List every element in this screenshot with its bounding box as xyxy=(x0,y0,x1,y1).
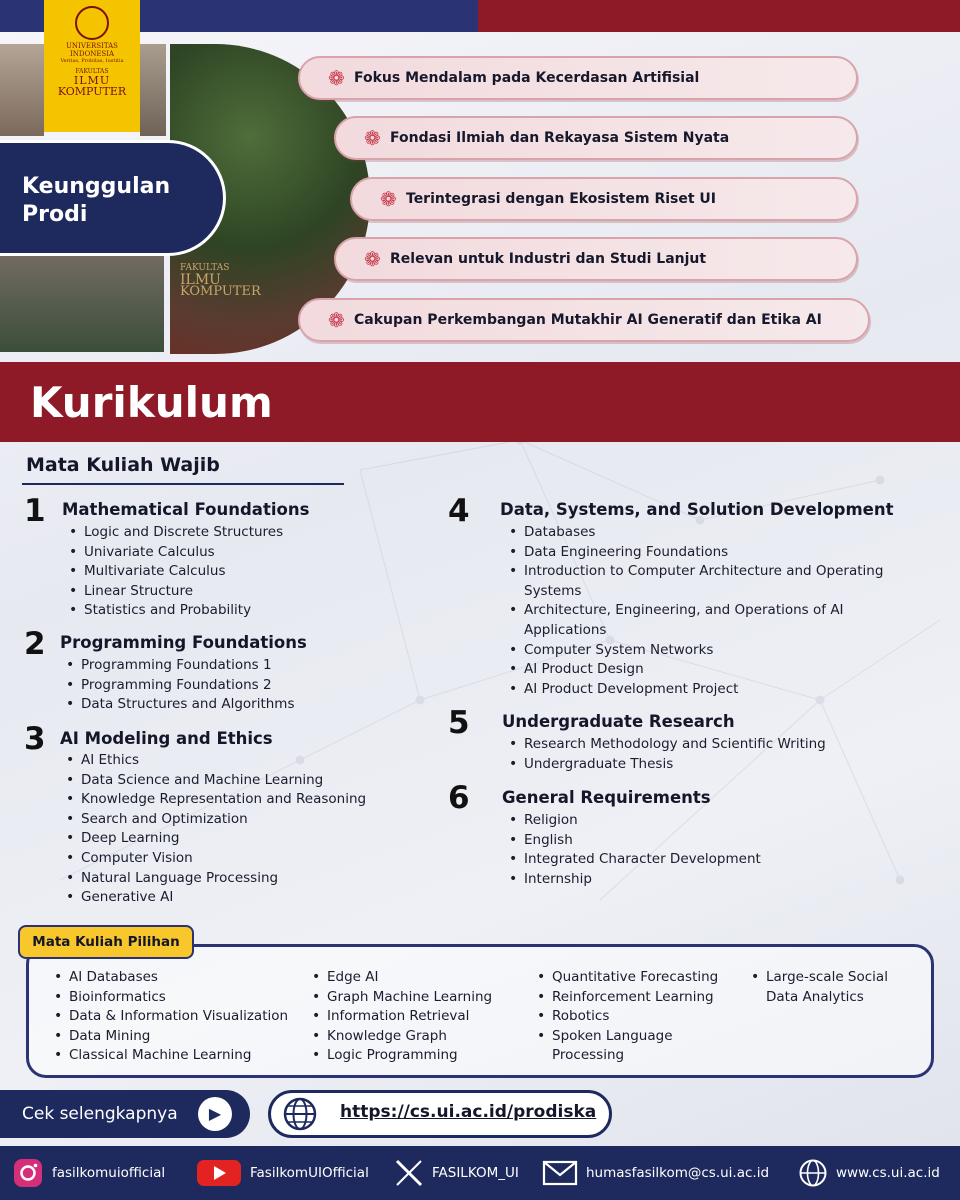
course-item: • Natural Language Processing xyxy=(64,869,404,889)
elective-item: • Information Retrieval xyxy=(310,1007,536,1027)
keunggulan-item-label: Cakupan Perkembangan Mutakhir AI Generatif dan Etika AI xyxy=(354,312,822,328)
course-item: • Data Structures and Algorithms xyxy=(64,695,394,715)
course-item: • Research Methodology and Scientific Writing xyxy=(507,735,917,755)
course-list xyxy=(67,523,397,621)
group-title: AI Modeling and Ethics xyxy=(60,729,273,748)
course-item: • Introduction to Computer Architecture and Operating Systems xyxy=(507,562,917,601)
course-item: • Search and Optimization xyxy=(64,810,404,830)
building-sign xyxy=(180,262,261,298)
prodi-link[interactable]: https://cs.ui.ac.id/prodiska xyxy=(340,1102,597,1122)
website-link[interactable] xyxy=(798,1158,940,1188)
campus-building-photo xyxy=(0,256,164,352)
elective-item: • Data Mining xyxy=(52,1027,308,1047)
cek-selengkapnya-label: Cek selengkapnya xyxy=(22,1104,178,1124)
keunggulan-item xyxy=(298,298,870,342)
youtube-icon xyxy=(196,1157,242,1189)
course-item: • Integrated Character Development xyxy=(507,850,917,870)
course-list xyxy=(507,811,917,889)
keunggulan-title-box xyxy=(0,140,226,256)
top-bar-maroon xyxy=(478,0,960,32)
building-sign-line: ILMU xyxy=(180,272,221,288)
arrow-right-icon[interactable]: ▶ xyxy=(198,1097,232,1131)
asterisk-flower-icon: ❁ xyxy=(328,308,345,332)
group-title: General Requirements xyxy=(502,788,711,807)
course-item: • Deep Learning xyxy=(64,829,404,849)
elective-item: • Bioinformatics xyxy=(52,988,308,1008)
makara-seal-icon xyxy=(75,6,109,40)
course-item: • Linear Structure xyxy=(67,582,397,602)
elective-item: • Knowledge Graph xyxy=(310,1027,536,1047)
course-item: • Computer System Networks xyxy=(507,641,917,661)
group-title: Data, Systems, and Solution Development xyxy=(500,500,894,519)
elective-column xyxy=(52,968,308,1066)
instagram-icon xyxy=(12,1157,44,1189)
elective-column xyxy=(749,968,919,1007)
group-number: 3 xyxy=(24,721,46,757)
logo-university: UNIVERSITAS INDONESIA xyxy=(66,42,118,58)
logo-motto: Veritas, Probitas, Iustitia xyxy=(60,58,124,64)
course-item: • Databases xyxy=(507,523,917,543)
course-item: • Statistics and Probability xyxy=(67,601,397,621)
logo-faculty-line1: ILMU xyxy=(73,74,111,87)
ui-fasilkom-logo xyxy=(44,0,140,132)
course-item: • Multivariate Calculus xyxy=(67,562,397,582)
elective-column xyxy=(310,968,536,1066)
group-number: 5 xyxy=(448,705,470,741)
keunggulan-item-label: Fokus Mendalam pada Kecerdasan Artifisial xyxy=(354,70,700,86)
elective-item: • AI Databases xyxy=(52,968,308,988)
group-title: Programming Foundations xyxy=(60,633,307,652)
keunggulan-item xyxy=(298,56,858,100)
course-list xyxy=(507,735,917,774)
course-item: • Logic and Discrete Structures xyxy=(67,523,397,543)
course-item: • Internship xyxy=(507,870,917,890)
x-handle: FASILKOM_UI xyxy=(432,1165,519,1181)
course-item: • Data Science and Machine Learning xyxy=(64,771,404,791)
heading-underline xyxy=(22,483,344,485)
kurikulum-title: Kurikulum xyxy=(30,378,273,427)
elective-item: • Quantitative Forecasting xyxy=(535,968,735,988)
course-list xyxy=(64,751,404,908)
course-item: • Data Engineering Foundations xyxy=(507,543,917,563)
asterisk-flower-icon: ❁ xyxy=(328,66,345,90)
course-item: • Undergraduate Thesis xyxy=(507,755,917,775)
keunggulan-item-label: Relevan untuk Industri dan Studi Lanjut xyxy=(390,251,707,267)
mata-kuliah-wajib-heading: Mata Kuliah Wajib xyxy=(26,454,220,476)
x-logo-icon xyxy=(394,1158,424,1188)
course-item: • Programming Foundations 2 xyxy=(64,676,394,696)
group-number: 1 xyxy=(24,493,46,529)
globe-icon xyxy=(282,1096,318,1132)
asterisk-flower-icon: ❁ xyxy=(380,187,397,211)
elective-item: • Large-scale Social Data Analytics xyxy=(749,968,919,1007)
keunggulan-item-label: Terintegrasi dengan Ekosistem Riset UI xyxy=(406,191,716,207)
pilihan-title: Mata Kuliah Pilihan xyxy=(32,934,180,950)
course-item: • Generative AI xyxy=(64,888,404,908)
elective-item: • Spoken Language Processing xyxy=(535,1027,735,1066)
keunggulan-title-line2: Prodi xyxy=(22,202,88,227)
course-item: • Computer Vision xyxy=(64,849,404,869)
building-sign-line: KOMPUTER xyxy=(180,284,261,299)
kurikulum-banner xyxy=(0,362,960,442)
email-address: humasfasilkom@cs.ui.ac.id xyxy=(586,1165,770,1181)
asterisk-flower-icon: ❁ xyxy=(364,126,381,150)
logo-faculty-label: FAKULTAS xyxy=(75,68,109,75)
keunggulan-item xyxy=(350,177,858,221)
instagram-link[interactable] xyxy=(12,1158,165,1188)
course-item: • AI Product Development Project xyxy=(507,680,917,700)
keunggulan-item xyxy=(334,237,858,281)
elective-item: • Edge AI xyxy=(310,968,536,988)
group-number: 4 xyxy=(448,493,470,529)
elective-item: • Graph Machine Learning xyxy=(310,988,536,1008)
campus-photo-left xyxy=(0,44,44,136)
elective-column xyxy=(535,968,735,1066)
youtube-handle: FasilkomUIOfficial xyxy=(250,1165,369,1181)
course-item: • AI Ethics xyxy=(64,751,404,771)
logo-faculty-line2: KOMPUTER xyxy=(57,85,127,98)
course-list xyxy=(64,656,394,715)
elective-item: • Logic Programming xyxy=(310,1046,536,1066)
group-number: 6 xyxy=(448,780,470,816)
youtube-link[interactable] xyxy=(196,1158,369,1188)
course-list xyxy=(507,523,917,699)
building-sign-line: FAKULTAS xyxy=(180,263,230,273)
course-item: • Univariate Calculus xyxy=(67,543,397,563)
elective-item: • Classical Machine Learning xyxy=(52,1046,308,1066)
mata-kuliah-pilihan-tag xyxy=(18,925,194,959)
instagram-handle: fasilkomuiofficial xyxy=(52,1165,166,1181)
course-item: • English xyxy=(507,831,917,851)
website-url: www.cs.ui.ac.id xyxy=(836,1165,940,1181)
globe-icon xyxy=(798,1158,828,1188)
email-link[interactable] xyxy=(542,1158,769,1188)
course-item: • Architecture, Engineering, and Operations of AI Applications xyxy=(507,601,917,640)
course-item: • AI Product Design xyxy=(507,660,917,680)
x-link[interactable] xyxy=(394,1158,519,1188)
mail-icon xyxy=(542,1159,578,1187)
asterisk-flower-icon: ❁ xyxy=(364,247,381,271)
group-number: 2 xyxy=(24,626,46,662)
campus-photo-right xyxy=(140,44,166,136)
keunggulan-item-label: Fondasi Ilmiah dan Rekayasa Sistem Nyata xyxy=(390,130,730,146)
group-title: Undergraduate Research xyxy=(502,712,735,731)
elective-item: • Data & Information Visualization xyxy=(52,1007,308,1027)
group-title: Mathematical Foundations xyxy=(62,500,310,519)
course-item: • Knowledge Representation and Reasoning xyxy=(64,790,404,810)
elective-item: • Reinforcement Learning xyxy=(535,988,735,1008)
elective-item: • Robotics xyxy=(535,1007,735,1027)
course-item: • Programming Foundations 1 xyxy=(64,656,394,676)
keunggulan-item xyxy=(334,116,858,160)
course-item: • Religion xyxy=(507,811,917,831)
keunggulan-title-line1: Keunggulan xyxy=(22,174,171,199)
